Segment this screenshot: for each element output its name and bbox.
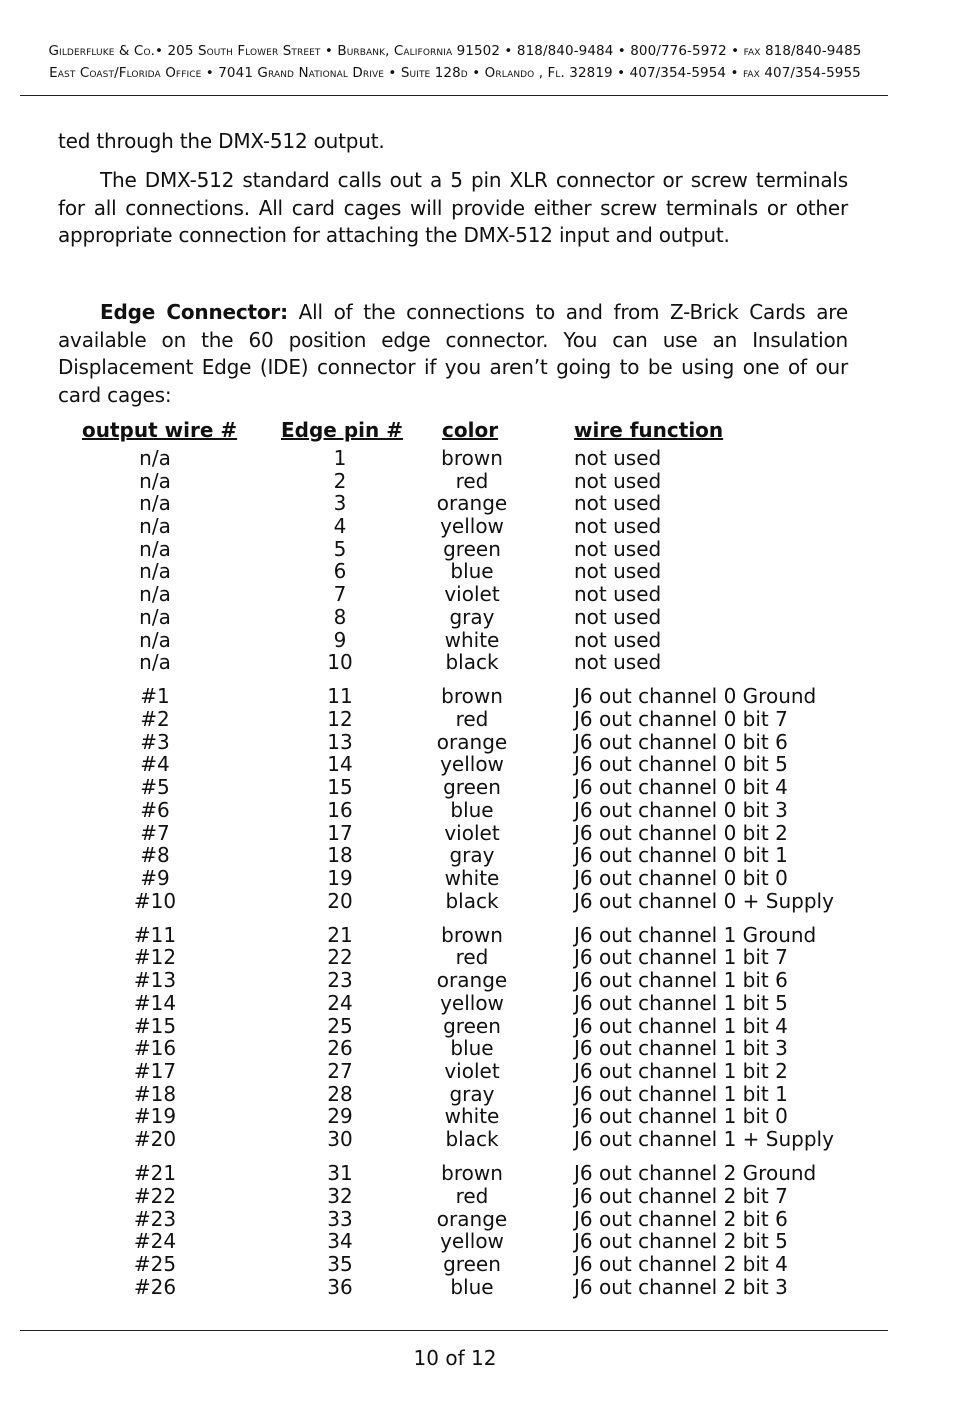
paragraph-dmx-standard: The DMX-512 standard calls out a 5 pin XLR connector or screw terminals for all connections. All card cages will provide either screw terminals or other appropriate connection for attaching the DMX-512 input and output.	[58, 168, 848, 247]
wire-function-cell: J6 out channel 0 bit 4	[574, 775, 788, 800]
edge-connector-heading: Edge Connector:	[100, 300, 288, 324]
wire-function-cell: J6 out channel 0 bit 5	[574, 752, 788, 777]
output-wire-cell: #24	[133, 1229, 177, 1254]
output-wire-cell: #16	[133, 1036, 177, 1061]
table-row	[0, 560, 954, 583]
table-row	[0, 447, 954, 470]
table-row	[0, 799, 954, 822]
table-row	[0, 1208, 954, 1231]
color-cell: brown	[441, 922, 503, 947]
table-row	[0, 470, 954, 493]
table-row	[0, 651, 954, 674]
edge-pin-cell: 17	[327, 820, 353, 845]
edge-pin-cell: 32	[327, 1183, 353, 1208]
edge-pin-cell: 29	[327, 1104, 353, 1129]
color-cell: violet	[444, 582, 500, 607]
edge-pin-cell: 13	[327, 729, 353, 754]
color-cell: green	[443, 775, 501, 800]
wire-function-cell: J6 out channel 1 bit 4	[574, 1013, 788, 1038]
edge-pin-cell: 20	[327, 888, 353, 913]
wire-function-cell: J6 out channel 2 bit 6	[574, 1206, 788, 1231]
header-divider	[20, 95, 888, 96]
table-body	[0, 447, 954, 1298]
color-cell: orange	[436, 491, 508, 516]
wire-function-cell: J6 out channel 1 Ground	[574, 922, 817, 947]
wire-function-cell: J6 out channel 2 bit 3	[574, 1274, 788, 1299]
table-row	[0, 538, 954, 561]
wire-function-cell: J6 out channel 0 bit 0	[574, 865, 788, 890]
wire-function-cell: J6 out channel 0 + Supply	[574, 888, 834, 913]
edge-pin-cell: 36	[327, 1274, 353, 1299]
output-wire-cell: n/a	[139, 559, 171, 584]
output-wire-cell: n/a	[139, 627, 171, 652]
edge-pin-cell: 10	[327, 650, 353, 675]
table-row	[0, 946, 954, 969]
output-wire-cell: #26	[133, 1274, 177, 1299]
wire-function-cell: J6 out channel 2 bit 7	[574, 1183, 788, 1208]
paragraph-continuation: ted through the DMX-512 output.	[58, 129, 385, 153]
output-wire-cell: #1	[140, 684, 170, 709]
table-row	[0, 992, 954, 1015]
output-wire-cell: #18	[133, 1081, 177, 1106]
color-cell: black	[445, 650, 499, 675]
column-header-output-wire: output wire #	[82, 418, 238, 442]
table-row	[0, 1083, 954, 1106]
color-cell: yellow	[440, 752, 504, 777]
table-row	[0, 753, 954, 776]
edge-pin-table	[0, 419, 954, 1310]
output-wire-cell: #5	[140, 775, 170, 800]
color-cell: yellow	[440, 514, 504, 539]
wire-function-cell: J6 out channel 1 bit 6	[574, 968, 788, 993]
color-cell: brown	[441, 684, 503, 709]
wire-function-cell: not used	[574, 491, 662, 516]
edge-pin-cell: 15	[327, 775, 353, 800]
table-row	[0, 515, 954, 538]
edge-pin-cell: 22	[327, 945, 353, 970]
table-row-group	[0, 447, 954, 674]
table-row	[0, 629, 954, 652]
edge-pin-cell: 27	[327, 1058, 353, 1083]
wire-function-cell: J6 out channel 2 bit 5	[574, 1229, 788, 1254]
output-wire-cell: #10	[133, 888, 177, 913]
wire-function-cell: J6 out channel 1 bit 7	[574, 945, 788, 970]
wire-function-cell: not used	[574, 604, 662, 629]
edge-pin-cell: 2	[333, 468, 347, 493]
column-header-edge-pin: Edge pin #	[281, 418, 403, 442]
wire-function-cell: not used	[574, 514, 662, 539]
color-cell: green	[443, 1013, 501, 1038]
table-row	[0, 583, 954, 606]
edge-pin-cell: 28	[327, 1081, 353, 1106]
color-cell: violet	[444, 1058, 500, 1083]
edge-pin-cell: 5	[333, 536, 347, 561]
table-row	[0, 492, 954, 515]
paragraph-edge-connector	[58, 299, 848, 409]
edge-pin-cell: 33	[327, 1206, 353, 1231]
edge-pin-cell: 18	[327, 843, 353, 868]
edge-pin-cell: 30	[327, 1126, 353, 1151]
edge-pin-cell: 1	[333, 446, 347, 470]
color-cell: gray	[449, 843, 495, 868]
wire-function-cell: not used	[574, 536, 662, 561]
color-cell: black	[445, 1126, 499, 1151]
wire-function-cell: J6 out channel 1 bit 3	[574, 1036, 788, 1061]
table-row	[0, 924, 954, 947]
wire-function-cell: not used	[574, 468, 662, 493]
table-row	[0, 1105, 954, 1128]
table-row	[0, 1015, 954, 1038]
color-cell: brown	[441, 446, 503, 470]
table-row-group	[0, 924, 954, 1151]
output-wire-cell: n/a	[139, 468, 171, 493]
output-wire-cell: #11	[133, 922, 177, 947]
output-wire-cell: #2	[140, 707, 170, 732]
color-cell: blue	[450, 797, 494, 822]
table-row	[0, 867, 954, 890]
wire-function-cell: not used	[574, 650, 662, 675]
table-header-row	[0, 419, 954, 447]
output-wire-cell: n/a	[139, 582, 171, 607]
output-wire-cell: #19	[133, 1104, 177, 1129]
wire-function-cell: J6 out channel 1 bit 2	[574, 1058, 788, 1083]
color-cell: white	[444, 1104, 500, 1129]
table-row	[0, 1162, 954, 1185]
wire-function-cell: J6 out channel 1 bit 5	[574, 990, 788, 1015]
output-wire-cell: #13	[133, 968, 177, 993]
column-header-color: color	[442, 418, 499, 442]
output-wire-cell: #20	[133, 1126, 177, 1151]
wire-function-cell: J6 out channel 0 bit 7	[574, 707, 788, 732]
edge-pin-cell: 6	[333, 559, 347, 584]
table-row	[0, 1276, 954, 1299]
color-cell: white	[444, 865, 500, 890]
wire-function-cell: not used	[574, 582, 662, 607]
color-cell: red	[455, 468, 489, 493]
color-cell: blue	[450, 1274, 494, 1299]
edge-pin-cell: 23	[327, 968, 353, 993]
table-row	[0, 776, 954, 799]
page-number: 10 of 12	[413, 1346, 497, 1370]
output-wire-cell: #9	[140, 865, 170, 890]
table-row	[0, 1060, 954, 1083]
column-header-wire-function: wire function	[574, 418, 724, 442]
wire-function-cell: J6 out channel 0 bit 2	[574, 820, 788, 845]
output-wire-cell: #8	[140, 843, 170, 868]
table-row	[0, 606, 954, 629]
output-wire-cell: #17	[133, 1058, 177, 1083]
edge-pin-cell: 11	[327, 684, 353, 709]
table-row	[0, 685, 954, 708]
color-cell: red	[455, 945, 489, 970]
color-cell: orange	[436, 1206, 508, 1231]
output-wire-cell: #15	[133, 1013, 177, 1038]
color-cell: yellow	[440, 1229, 504, 1254]
output-wire-cell: n/a	[139, 650, 171, 675]
edge-pin-cell: 25	[327, 1013, 353, 1038]
table-row	[0, 890, 954, 913]
wire-function-cell: J6 out channel 1 + Supply	[574, 1126, 834, 1151]
table-row	[0, 969, 954, 992]
table-row	[0, 822, 954, 845]
edge-pin-cell: 31	[327, 1161, 353, 1186]
wire-function-cell: J6 out channel 0 bit 1	[574, 843, 788, 868]
output-wire-cell: n/a	[139, 446, 171, 470]
output-wire-cell: #6	[140, 797, 170, 822]
output-wire-cell: #3	[140, 729, 170, 754]
color-cell: black	[445, 888, 499, 913]
edge-pin-cell: 19	[327, 865, 353, 890]
color-cell: blue	[450, 559, 494, 584]
output-wire-cell: #14	[133, 990, 177, 1015]
wire-function-cell: J6 out channel 1 bit 1	[574, 1081, 788, 1106]
edge-pin-cell: 14	[327, 752, 353, 777]
edge-pin-cell: 34	[327, 1229, 353, 1254]
table-row	[0, 1128, 954, 1151]
edge-pin-cell: 9	[333, 627, 347, 652]
output-wire-cell: n/a	[139, 491, 171, 516]
output-wire-cell: #7	[140, 820, 170, 845]
color-cell: green	[443, 536, 501, 561]
table-row	[0, 1185, 954, 1208]
output-wire-cell: #4	[140, 752, 170, 777]
wire-function-cell: not used	[574, 446, 662, 470]
edge-connector-text: All of the connections to and from Z-Brick Cards are available on the 60 position edge connector. You can use an Insulation Displacement Edge (IDE) connector if you aren’t going to be using one of our card cages:	[58, 300, 848, 407]
color-cell: red	[455, 1183, 489, 1208]
output-wire-cell: n/a	[139, 536, 171, 561]
footer-divider	[20, 1330, 888, 1331]
color-cell: green	[443, 1251, 501, 1276]
table-row	[0, 844, 954, 867]
output-wire-cell: n/a	[139, 604, 171, 629]
table-row	[0, 1230, 954, 1253]
edge-pin-cell: 26	[327, 1036, 353, 1061]
table-row-group	[0, 685, 954, 912]
output-wire-cell: #21	[133, 1161, 177, 1186]
edge-pin-cell: 16	[327, 797, 353, 822]
wire-function-cell: not used	[574, 559, 662, 584]
edge-pin-cell: 7	[333, 582, 347, 607]
edge-pin-cell: 12	[327, 707, 353, 732]
edge-pin-cell: 24	[327, 990, 353, 1015]
output-wire-cell: #22	[133, 1183, 177, 1208]
wire-function-cell: J6 out channel 0 bit 6	[574, 729, 788, 754]
edge-pin-cell: 21	[327, 922, 353, 947]
edge-pin-cell: 8	[333, 604, 347, 629]
color-cell: orange	[436, 968, 508, 993]
table-row	[0, 708, 954, 731]
wire-function-cell: J6 out channel 0 bit 3	[574, 797, 788, 822]
table-row	[0, 731, 954, 754]
color-cell: orange	[436, 729, 508, 754]
table-row	[0, 1253, 954, 1276]
wire-function-cell: J6 out channel 0 Ground	[574, 684, 817, 709]
wire-function-cell: not used	[574, 627, 662, 652]
header-address-line-2: East Coast/Florida Office • 7041 Grand National Drive • Suite 128d • Orlando , Fl. 32819 • 407/354-5954 • fax 407/354-5955	[49, 65, 861, 81]
color-cell: red	[455, 707, 489, 732]
color-cell: violet	[444, 820, 500, 845]
output-wire-cell: #12	[133, 945, 177, 970]
header-address-line-1: Gilderfluke & Co.• 205 South Flower Street • Burbank, California 91502 • 818/840-9484 • 800/776-5972 • fax 818/840-9485	[48, 43, 862, 59]
table-row-group	[0, 1162, 954, 1298]
table-row	[0, 1037, 954, 1060]
wire-function-cell: J6 out channel 1 bit 0	[574, 1104, 788, 1129]
wire-function-cell: J6 out channel 2 Ground	[574, 1161, 817, 1186]
edge-pin-cell: 3	[333, 491, 347, 516]
color-cell: brown	[441, 1161, 503, 1186]
color-cell: gray	[449, 1081, 495, 1106]
color-cell: yellow	[440, 990, 504, 1015]
wire-function-cell: J6 out channel 2 bit 4	[574, 1251, 788, 1276]
output-wire-cell: #23	[133, 1206, 177, 1231]
color-cell: white	[444, 627, 500, 652]
output-wire-cell: #25	[133, 1251, 177, 1276]
color-cell: gray	[449, 604, 495, 629]
edge-pin-cell: 4	[333, 514, 347, 539]
edge-pin-cell: 35	[327, 1251, 353, 1276]
page-header	[0, 40, 910, 84]
color-cell: blue	[450, 1036, 494, 1061]
output-wire-cell: n/a	[139, 514, 171, 539]
